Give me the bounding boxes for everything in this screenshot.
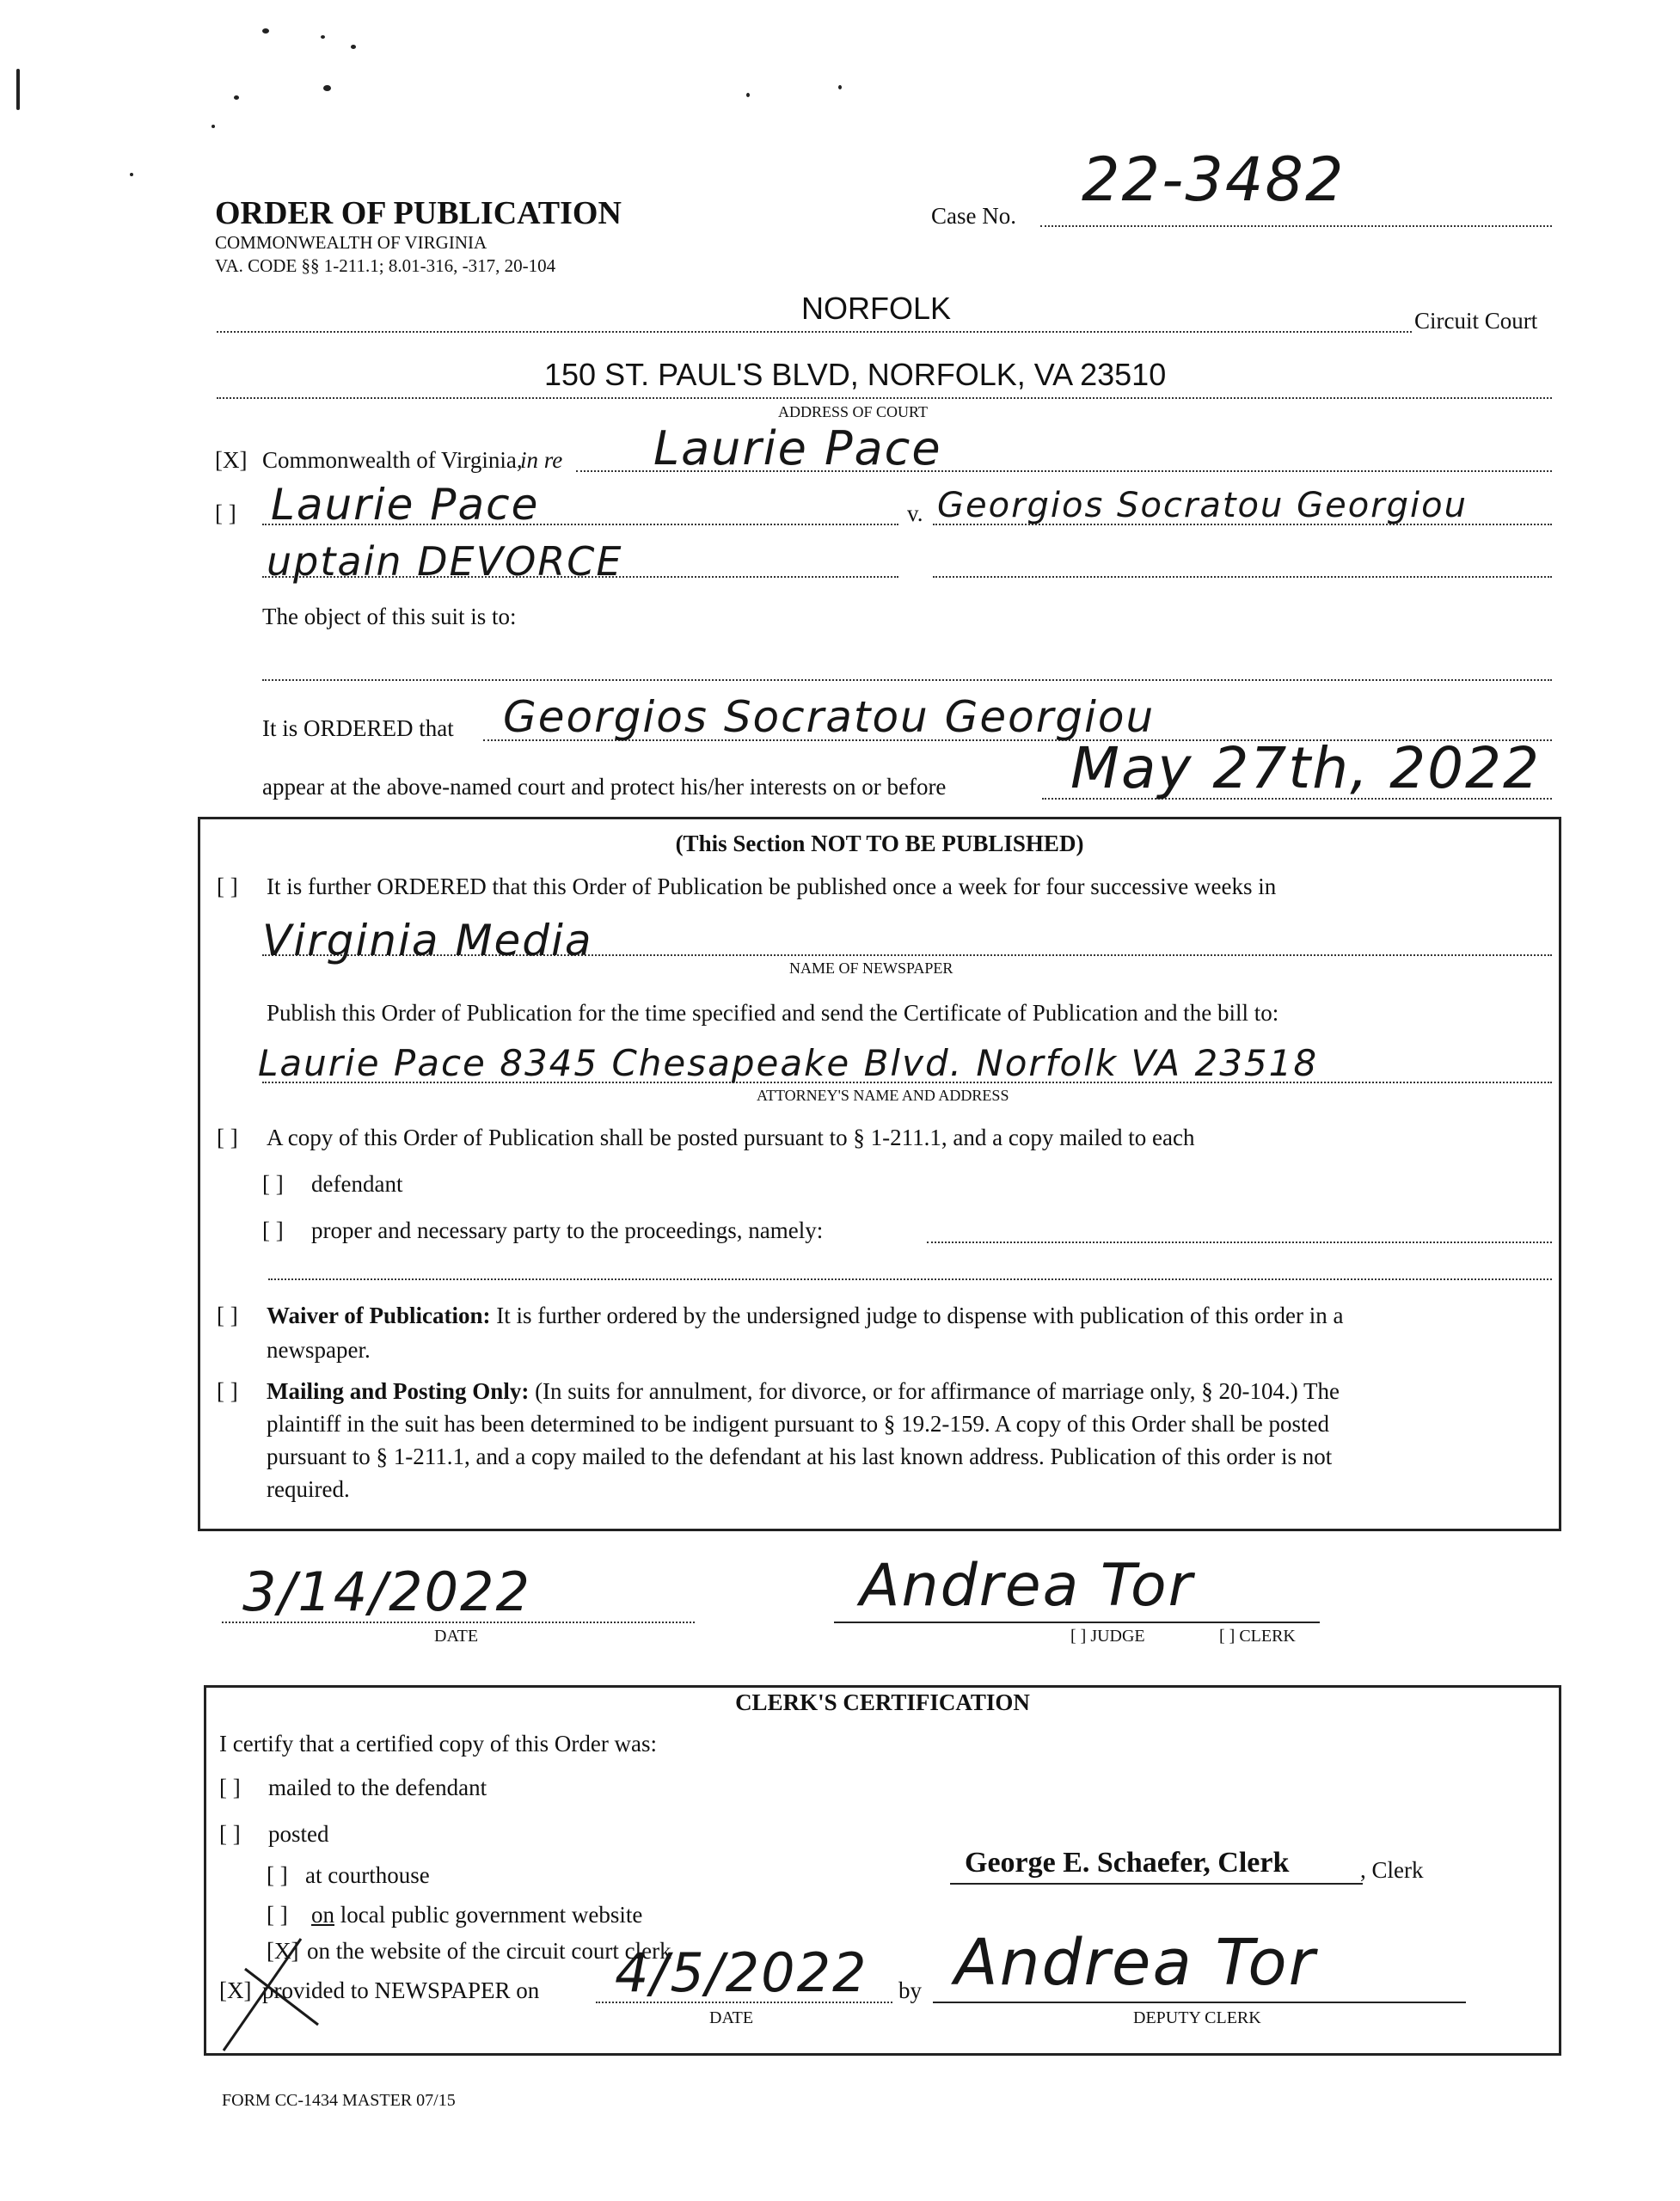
newspaper-name[interactable]: Virginia Media [262, 916, 593, 966]
by-label: by [898, 1977, 922, 2003]
party-option: proper and necessary party to the proceedings, namely: [311, 1217, 824, 1243]
clerk-label[interactable]: [ ] CLERK [1219, 1627, 1296, 1646]
judge-label[interactable]: [ ] JUDGE [1070, 1627, 1145, 1646]
ordered-label: It is ORDERED that [262, 715, 454, 741]
waiver-line-1 [267, 1303, 1548, 1329]
cert-date-label: DATE [709, 2008, 754, 2027]
copy-posted-checkbox[interactable]: [ ] [217, 1125, 238, 1150]
waiver-text: It is further ordered by the undersigned judge to dispense with publication of this order in a [496, 1303, 1344, 1328]
mailing-line-1 [267, 1378, 1552, 1405]
mailing-checkbox[interactable]: [ ] [217, 1378, 238, 1404]
court-address[interactable]: 150 ST. PAUL'S BLVD, NORFOLK, VA 23510 [544, 357, 1167, 392]
clerk-suffix: , Clerk [1360, 1857, 1424, 1883]
certification-heading: CLERK'S CERTIFICATION [735, 1689, 1030, 1715]
local-website-on: on [311, 1902, 334, 1928]
waiver-checkbox[interactable]: [ ] [217, 1303, 238, 1328]
clerk-name-stamp: George E. Schaefer, Clerk [965, 1847, 1290, 1879]
newspaper-checkbox[interactable]: [X] [219, 1977, 252, 2003]
deputy-clerk-signature[interactable]: Andrea Tor [954, 1926, 1317, 2000]
handwritten-check-mark [215, 1922, 327, 2055]
commonwealth-checkbox[interactable]: [X] [215, 447, 248, 473]
case-label: Case No. [931, 203, 1016, 229]
state-line: COMMONWEALTH OF VIRGINIA [215, 232, 487, 253]
publish-text: Publish this Order of Publication for the time specified and send the Certificate of Publication and the bill to: [267, 1000, 1279, 1026]
mailed-option: mailed to the defendant [268, 1775, 487, 1800]
object-handwritten[interactable]: uptain DEVORCE [267, 538, 623, 585]
code-line: VA. CODE §§ 1-211.1; 8.01-316, -317, 20-104 [215, 255, 556, 276]
party-checkbox[interactable]: [ ] [262, 1217, 284, 1243]
mailing-line-3: pursuant to § 1-211.1, and a copy mailed to the defendant at his last known address. Publication of this order is not [267, 1444, 1333, 1469]
waiver-title: Waiver of Publication: [267, 1303, 491, 1328]
local-website-checkbox[interactable]: [ ] [267, 1902, 288, 1928]
local-website-option [311, 1902, 642, 1928]
mailing-title: Mailing and Posting Only: [267, 1378, 530, 1404]
local-website-text: local public government website [340, 1902, 643, 1928]
court-name[interactable]: NORFOLK [801, 291, 952, 326]
mailing-line-2: plaintiff in the suit has been determined to be indigent pursuant to § 19.2-159. A copy of this Order shall be posted [267, 1411, 1330, 1437]
mailed-checkbox[interactable]: [ ] [219, 1775, 241, 1800]
courthouse-option: at courthouse [305, 1862, 430, 1888]
mailing-text: (In suits for annulment, for divorce, or for affirmance of marriage only, § 20-104.) The [535, 1378, 1340, 1404]
in-re-label: in re [520, 447, 563, 473]
address-of-court-label: ADDRESS OF COURT [778, 403, 928, 420]
commonwealth-label: Commonwealth of Virginia, [262, 447, 523, 473]
ordered-party[interactable]: Georgios Socratou Georgiou [503, 692, 1156, 742]
mailing-line-4: required. [267, 1476, 350, 1502]
plaintiff-name[interactable]: Laurie Pace [271, 480, 540, 530]
newspaper-option: provided to NEWSPAPER on [262, 1977, 540, 2003]
object-label: The object of this suit is to: [262, 604, 517, 629]
appear-date[interactable]: May 27th, 2022 [1070, 735, 1542, 801]
deputy-clerk-label: DEPUTY CLERK [1133, 2008, 1261, 2027]
circuit-website-option: on the website of the circuit court clerk [307, 1938, 671, 1964]
further-order-text: It is further ORDERED that this Order of Publication be published once a week for four successive weeks in [267, 874, 1277, 899]
court-suffix: Circuit Court [1414, 308, 1538, 334]
versus-label: v. [907, 500, 923, 526]
case-number[interactable]: 22-3482 [1082, 144, 1346, 215]
newspaper-label: NAME OF NEWSPAPER [789, 959, 953, 977]
form-title: ORDER OF PUBLICATION [215, 195, 622, 231]
attorney-name-address[interactable]: Laurie Pace 8345 Chesapeake Blvd. Norfolk VA 23518 [258, 1042, 1319, 1084]
versus-checkbox[interactable]: [ ] [215, 500, 236, 526]
appear-text: appear at the above-named court and protect his/her interests on or before [262, 774, 947, 800]
certify-text: I certify that a certified copy of this Order was: [219, 1731, 658, 1757]
posted-option: posted [268, 1821, 329, 1847]
waiver-line-2: newspaper. [267, 1337, 371, 1363]
further-order-checkbox[interactable]: [ ] [217, 874, 238, 899]
newspaper-date[interactable]: 4/5/2022 [615, 1941, 868, 2004]
in-re-name[interactable]: Laurie Pace [653, 421, 942, 475]
defendant-option: defendant [311, 1171, 403, 1197]
defendant-name[interactable]: Georgios Socratou Georgiou [937, 486, 1468, 525]
not-published-heading: (This Section NOT TO BE PUBLISHED) [675, 831, 1084, 856]
judge-signature[interactable]: Andrea Tor [860, 1552, 1194, 1620]
defendant-checkbox[interactable]: [ ] [262, 1171, 284, 1197]
date-label: DATE [434, 1627, 479, 1646]
order-date[interactable]: 3/14/2022 [242, 1560, 531, 1623]
copy-posted-text: A copy of this Order of Publication shall be posted pursuant to § 1-211.1, and a copy mailed to each [267, 1125, 1195, 1150]
circuit-website-checkbox[interactable]: [X] [267, 1938, 299, 1964]
attorney-label: ATTORNEY'S NAME AND ADDRESS [757, 1087, 1009, 1104]
form-number: FORM CC-1434 MASTER 07/15 [222, 2091, 456, 2110]
posted-checkbox[interactable]: [ ] [219, 1821, 241, 1847]
courthouse-checkbox[interactable]: [ ] [267, 1862, 288, 1888]
